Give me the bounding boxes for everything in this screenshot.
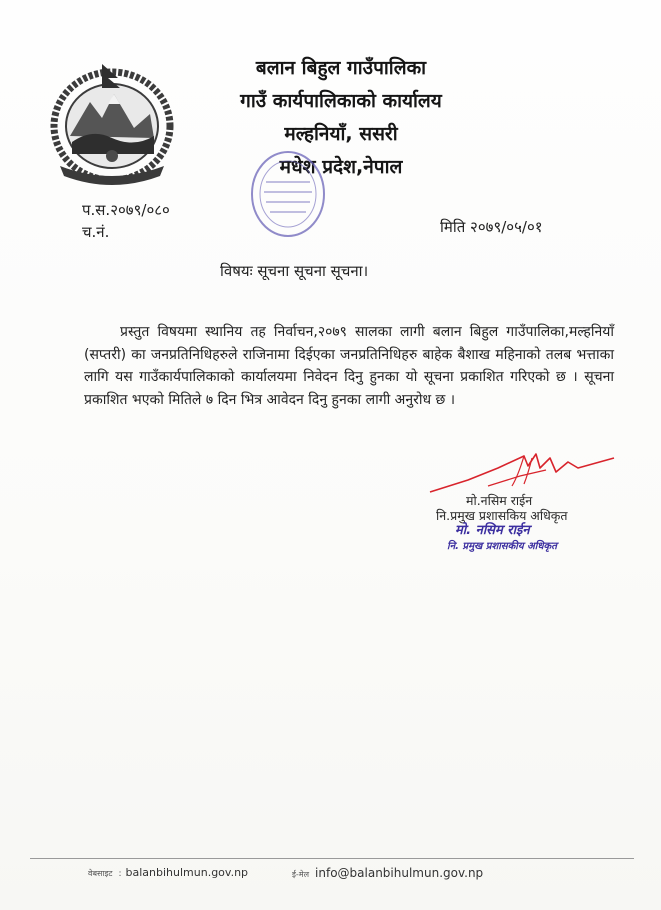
office-location: मल्हनियाँ, ससरी — [284, 123, 398, 145]
municipality-name: बलान बिहुल गाउँपालिका — [255, 57, 427, 79]
notice-body: प्रस्तुत विषयमा स्थानिय तह निर्वाचन,२०७९ सालका लागी बलान बिहुल गाउँपालिका,मल्हनियाँ (सप्तरी) का जनप्रतिनिधिहरुले राजिनामा दिईएका जनप्रतिनिधिहरु बाहेक बैशाख महिनाको तलब भत्ताका लागि यस गाउँकार्यपालिकाको कार्यालयमा निवेदन दिनु हुनका यो सूचना प्रकाशित गरिएको छ । सूचना प्रकाशित भएको मितिले ७ दिन भित्र आवेदन दिनु हुनका लागी अनुरोध छ । — [84, 324, 614, 408]
footer-divider — [30, 858, 634, 859]
signatory-title: नि.प्रमुख प्रशासकिय अधिकृत — [436, 508, 568, 523]
signatory-stamp-name: मो. नसिम राईन — [455, 523, 530, 538]
footer-website — [88, 866, 248, 879]
office-seal-stamp-icon — [248, 148, 328, 240]
signatory-name: मो.नसिम राईन — [466, 493, 533, 508]
website-colon: : — [118, 869, 122, 879]
signatory-stamp-title: नि. प्रमुख प्रशासकीय अधिकृत — [447, 541, 557, 552]
notice-date: मिति २०७९/०५/०१ — [440, 218, 543, 236]
notice-subject: विषयः सूचना सूचना सूचना। — [220, 262, 369, 280]
website-label: वेबसाइट — [88, 869, 113, 878]
footer-email — [292, 866, 483, 880]
letterhead — [196, 52, 486, 184]
dispatch-number: च.नं. — [82, 223, 110, 241]
email-link[interactable]: info@balanbihulmun.gov.np — [315, 866, 484, 880]
office-name: गाउँ कार्यपालिकाको कार्यालय — [240, 90, 442, 112]
province-country: मधेश प्रदेश,नेपाल — [279, 156, 403, 178]
website-link[interactable]: balanbihulmun.gov.np — [125, 866, 249, 879]
nepal-emblem-icon — [42, 58, 182, 188]
fiscal-year-ref: प.स.२०७९/०८० — [82, 201, 170, 219]
email-label: ई-मेल — [292, 870, 310, 879]
